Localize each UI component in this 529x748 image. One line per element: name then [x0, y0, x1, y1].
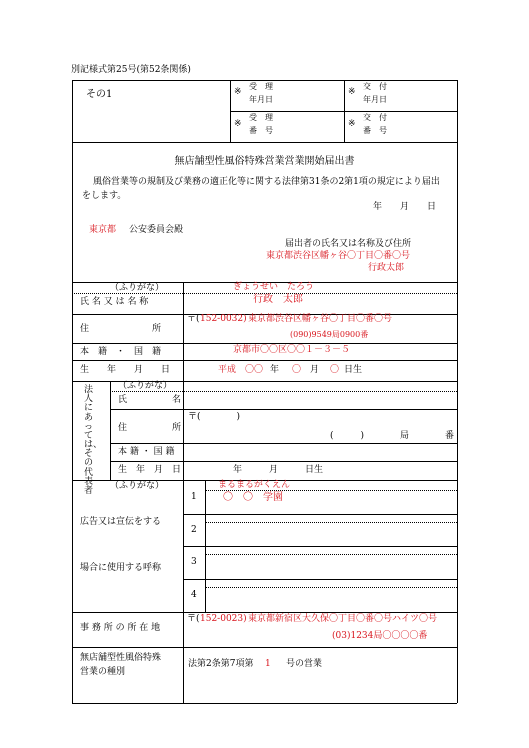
office-postal-code: 152-0023)	[200, 614, 247, 624]
addressee-prefecture: 東京都	[89, 225, 117, 235]
ad-number-2: 2	[191, 525, 197, 535]
issue-no-label-1: 交 付	[363, 113, 387, 122]
ad-number-1: 1	[191, 492, 197, 502]
birth-year: 〇〇	[245, 365, 264, 375]
ad-name-value: 〇 〇 学園	[223, 492, 283, 503]
kind-suffix: 号の営業	[286, 659, 323, 669]
filing-date: 年 月 日	[373, 202, 437, 212]
address-value: 東京都渋谷区幡ヶ谷〇丁目〇番〇号	[248, 314, 393, 324]
rep-address-label: 住 所	[118, 423, 182, 433]
birth-year-unit: 年	[270, 365, 280, 375]
ad-number-4: 4	[191, 590, 197, 600]
name-value: 行政 太郎	[253, 294, 303, 305]
receipt-mark: ※	[348, 87, 356, 97]
receipt-mark: ※	[234, 119, 242, 129]
birth-day-unit: 日生	[344, 365, 363, 375]
accept-no-label-2: 番 号	[249, 126, 273, 135]
accept-no-label-1: 受 理	[249, 113, 273, 122]
phone-value: (090)9549局0900番	[290, 330, 369, 339]
rep-birth-value: 年 月 日生	[233, 465, 324, 475]
office-label: 事 務 所 の 所 在 地	[80, 623, 161, 633]
birth-label: 生 年 月 日	[80, 365, 171, 375]
postal-prefix: 〒(	[187, 314, 200, 324]
accept-date-label-1: 受 理	[249, 82, 273, 91]
kind-number: 1	[265, 659, 271, 669]
rep-birth-label: 生 年 月 日	[118, 465, 182, 475]
birth-month-unit: 月	[310, 365, 320, 375]
ad-label-1: 広告又は宣伝をする	[80, 517, 162, 527]
accept-date-label-2: 年月日	[249, 95, 273, 104]
rep-phone: ( ) 局 番	[330, 431, 455, 441]
addressee: 公安委員会殿	[129, 225, 184, 235]
receipt-mark: ※	[234, 87, 242, 97]
rep-name-label: 氏 名	[118, 395, 182, 405]
birth-day: 〇	[330, 365, 340, 375]
statement-line-2: をします。	[82, 191, 127, 201]
rep-postal: 〒( )	[188, 412, 241, 422]
furigana-label: （ふりがな）	[110, 283, 165, 293]
office-address-value: 東京都新宿区大久保〇丁目〇番〇号ハイツ〇号	[248, 614, 438, 624]
kind-prefix: 法第2条第7項第	[188, 659, 254, 669]
statement-line-1: 風俗営業等の規制及び業務の適正化等に関する法律第31条の2第1項の規定により届出	[93, 177, 440, 187]
rep-furigana-label: （ふりがな）	[118, 381, 173, 391]
kind-label-1: 無店舗型性風俗特殊	[80, 653, 162, 663]
kind-label-2: 営業の種別	[80, 667, 126, 677]
rep-honseki-label: 本 籍 ・ 国 籍	[118, 447, 175, 457]
name-label: 氏 名 又 は 名 称	[80, 297, 149, 307]
name-furigana-value: ぎょうせい たろう	[233, 282, 315, 292]
issue-date-label-2: 年月日	[363, 95, 387, 104]
representative-vertical-label: 法人にあっては、その代表者	[84, 385, 103, 496]
honseki-label: 本 籍 ・ 国 籍	[80, 347, 162, 357]
honseki-value: 京都市〇〇区〇〇１－３－５	[233, 345, 351, 355]
ad-furigana-label: （ふりがな）	[110, 481, 165, 491]
form-id: 別記様式第25号(第52条関係)	[71, 65, 191, 75]
document-title: 無店舗型性風俗特殊営業営業開始届出書	[174, 156, 355, 167]
applicant-address: 東京都渋谷区幡ヶ谷〇丁目〇番〇号	[266, 251, 411, 261]
issue-date-label-1: 交 付	[363, 82, 387, 91]
applicant-label: 届出者の氏名又は名称及び住所	[285, 239, 412, 249]
ad-number-3: 3	[191, 557, 197, 567]
birth-era: 平成	[218, 365, 237, 375]
office-postal-prefix: 〒(	[187, 614, 200, 624]
office-phone-value: (03)1234局〇〇〇〇番	[332, 631, 428, 641]
ad-label-2: 場合に使用する呼称	[80, 563, 162, 573]
sheet-label: その1	[86, 89, 113, 100]
issue-no-label-2: 番 号	[363, 126, 387, 135]
receipt-mark: ※	[348, 119, 356, 129]
postal-code: 152-0032)	[200, 314, 247, 324]
applicant-name: 行政太郎	[368, 263, 405, 273]
address-label: 住 所	[80, 324, 162, 334]
birth-month: 〇	[292, 365, 302, 375]
ad-furigana-value: まるまるがくえん	[218, 480, 291, 490]
